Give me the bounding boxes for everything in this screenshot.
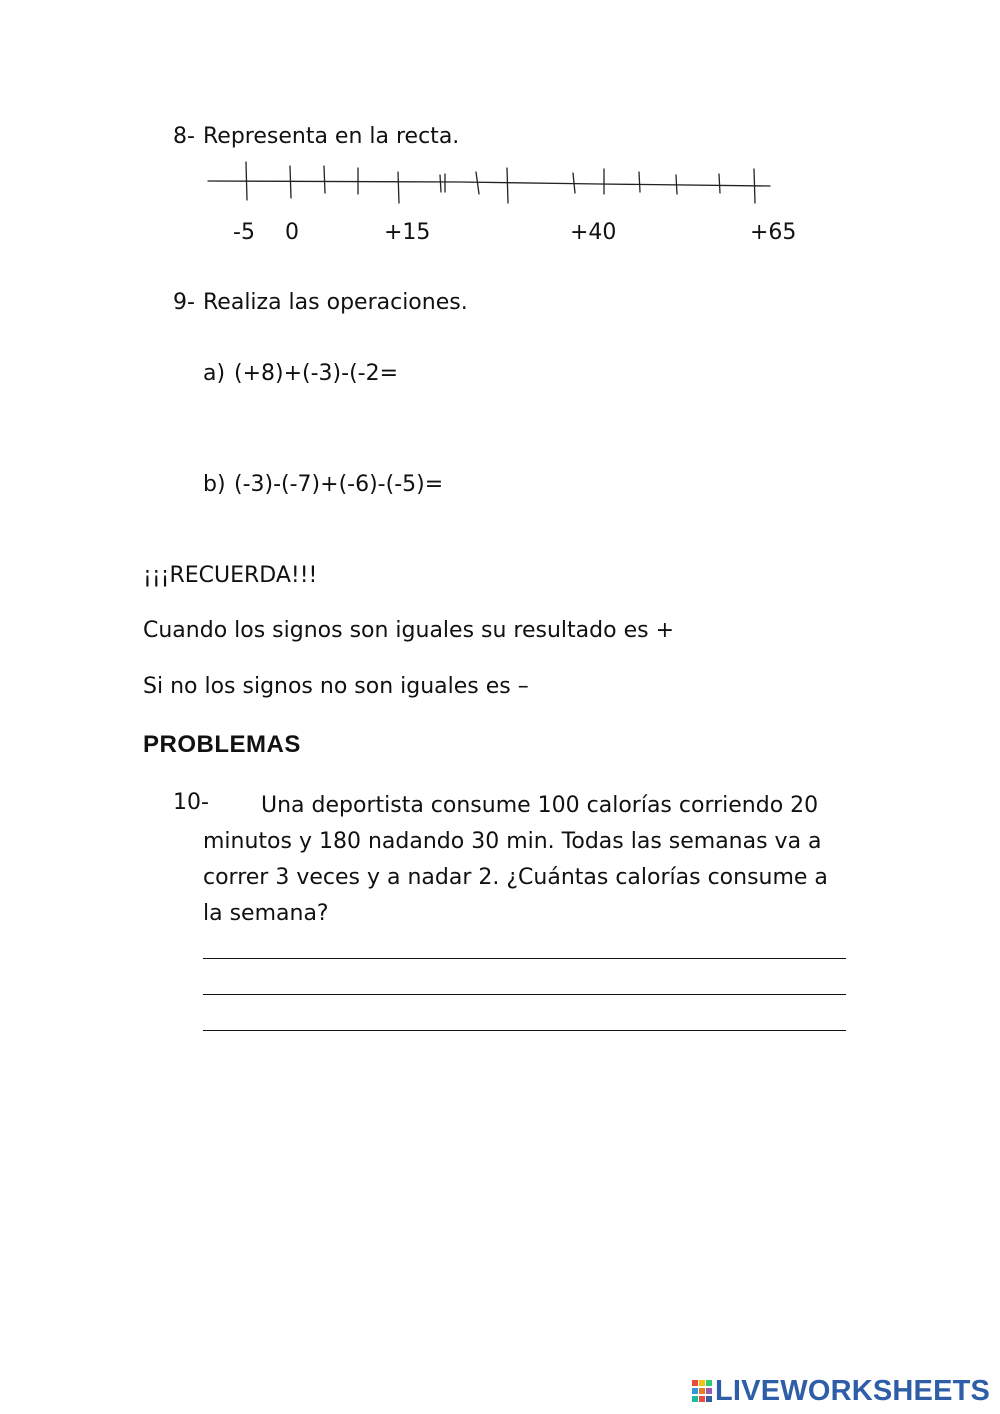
tick xyxy=(754,169,755,203)
number-line-label: 0 xyxy=(285,220,299,245)
number-line xyxy=(0,150,1000,380)
exercise-10-number: 10- xyxy=(173,790,209,815)
liveworksheets-logo-icon xyxy=(692,1380,712,1402)
answer-line[interactable] xyxy=(203,958,846,959)
answer-line[interactable] xyxy=(203,994,846,995)
tick xyxy=(290,166,291,198)
tick xyxy=(476,172,479,194)
tick xyxy=(398,172,399,203)
tick xyxy=(639,172,640,192)
exercise-8-number: 8- xyxy=(173,124,195,149)
problems-heading: PROBLEMAS xyxy=(143,731,301,758)
tick xyxy=(676,175,677,194)
reminder-title: ¡¡¡RECUERDA!!! xyxy=(143,563,318,588)
liveworksheets-brand: LIVEWORKSHEETS xyxy=(715,1374,991,1407)
answer-line[interactable] xyxy=(203,1030,846,1031)
tick xyxy=(246,162,247,200)
exercise-9a-letter: a) xyxy=(203,361,226,386)
number-line-label: +15 xyxy=(384,220,431,245)
reminder-rule-1: Cuando los signos son iguales su resultado es + xyxy=(143,618,674,643)
reminder-rule-2: Si no los signos no son iguales es – xyxy=(143,674,529,699)
number-line-label: +65 xyxy=(750,220,797,245)
exercise-9a-expression: (+8)+(-3)-(-2= xyxy=(234,361,399,386)
tick xyxy=(440,175,441,192)
exercise-9-instruction: Realiza las operaciones. xyxy=(203,290,468,315)
number-line-axis xyxy=(208,181,770,186)
tick xyxy=(324,166,325,193)
liveworksheets-logo[interactable] xyxy=(692,1374,990,1408)
exercise-10-text: Una deportista consume 100 calorías corriendo 20 minutos y 180 nadando 30 min. Todas las semanas va a correr 3 veces y a nadar 2. ¿Cuántas calorías consume a la semana? xyxy=(203,793,828,926)
tick xyxy=(507,168,508,203)
number-line-label: -5 xyxy=(233,220,255,245)
exercise-9b-letter: b) xyxy=(203,472,226,497)
exercise-8-instruction: Representa en la recta. xyxy=(203,124,460,149)
number-line-label: +40 xyxy=(570,220,617,245)
exercise-9-number: 9- xyxy=(173,290,195,315)
exercise-9b-expression: (-3)-(-7)+(-6)-(-5)= xyxy=(234,472,444,497)
tick xyxy=(719,174,720,193)
